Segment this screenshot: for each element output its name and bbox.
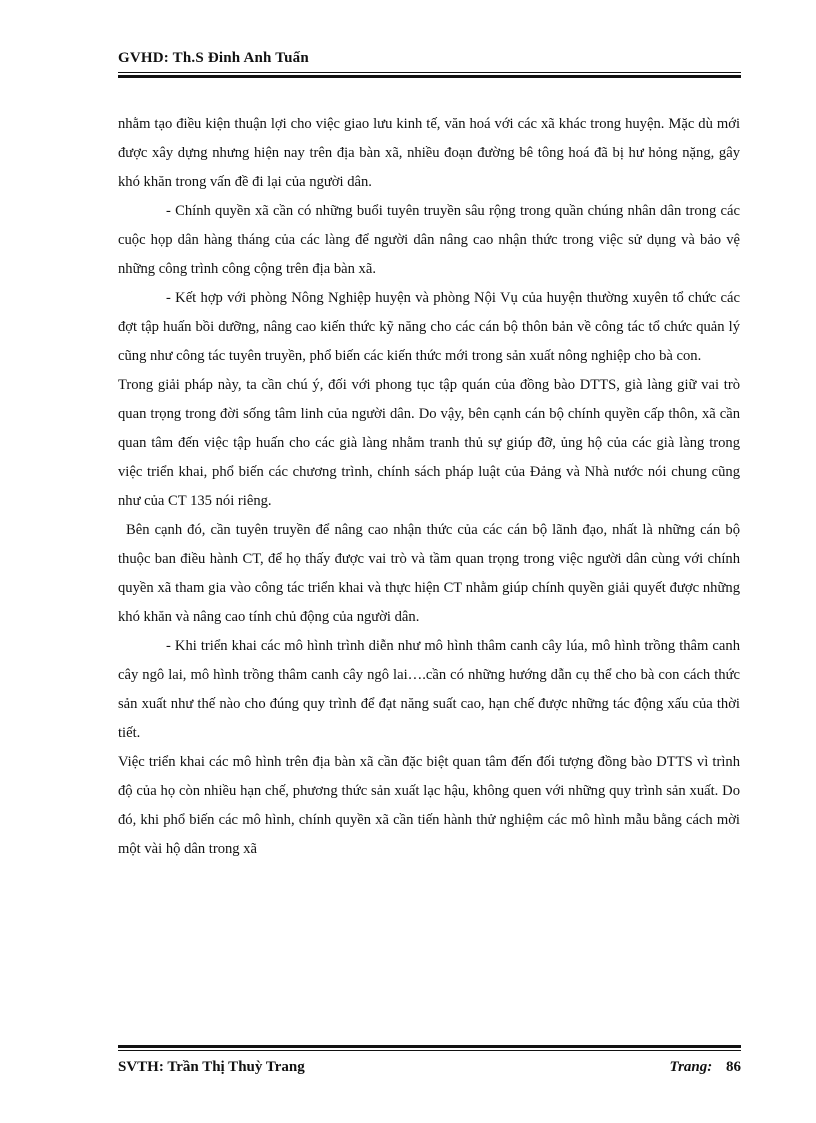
body-text bbox=[118, 110, 740, 864]
page-header bbox=[118, 48, 741, 78]
footer-page-number: 86 bbox=[726, 1059, 741, 1075]
paragraph-2: - Chính quyền xã cần có những buổi tuyên truyền sâu rộng trong quần chúng nhân dân trong các cuộc họp dân hàng tháng của các làng để người dân nâng cao nhận thức trong việc sử dụng và bảo vệ những công trình công cộng trên địa bàn xã. bbox=[118, 203, 740, 277]
paragraph-3: - Kết hợp với phòng Nông Nghiệp huyện và phòng Nội Vụ của huyện thường xuyên tổ chức các đợt tập huấn bồi dưỡng, nâng cao kiến thức kỹ năng cho các cán bộ thôn bản về công tác tổ chức quản lý cũng như công tác tuyên truyền, phổ biến các kiến thức mới trong sản xuất nông nghiệp cho bà con. bbox=[118, 290, 740, 364]
footer-rule-thin bbox=[118, 1050, 741, 1051]
footer-row bbox=[118, 1059, 741, 1076]
page-footer bbox=[118, 1045, 741, 1076]
footer-rule-thick bbox=[118, 1045, 741, 1048]
header-rule-thick bbox=[118, 75, 741, 78]
paragraph-4: Trong giải pháp này, ta cần chú ý, đối với phong tục tập quán của đồng bào DTTS, già làng giữ vai trò quan trọng trong đời sống tâm linh của người dân. Do vậy, bên cạnh cán bộ chính quyền cấp thôn, xã cần quan tâm đến việc tập huấn cho các già làng nhằm tranh thủ sự giúp đỡ, ủng hộ của các già làng trong việc triển khai, phổ biến các chương trình, chính sách pháp luật của Đảng và Nhà nước nói chung cũng như của CT 135 nói riêng. bbox=[118, 377, 740, 509]
footer-author: SVTH: Trần Thị Thuỳ Trang bbox=[118, 1059, 305, 1075]
header-title: GVHD: Th.S Đinh Anh Tuấn bbox=[118, 50, 309, 66]
paragraph-1: nhằm tạo điều kiện thuận lợi cho việc giao lưu kinh tế, văn hoá với các xã khác trong huyện. Mặc dù mới được xây dựng nhưng hiện nay trên địa bàn xã, nhiều đoạn đường bê tông hoá đã bị hư hỏng nặng, gây khó khăn trong vấn đề đi lại của người dân. bbox=[118, 116, 740, 190]
header-rule-thin bbox=[118, 72, 741, 73]
paragraph-6: - Khi triển khai các mô hình trình diễn như mô hình thâm canh cây lúa, mô hình trồng thâm canh cây ngô lai, mô hình trồng thâm canh cây ngô lai….cần có những hướng dẫn cụ thể cho bà con cách thức sản xuất như thế nào cho đúng quy trình để đạt năng suất cao, hạn chế được những tác động xấu của thời tiết. bbox=[118, 638, 740, 741]
paragraph-7: Việc triển khai các mô hình trên địa bàn xã cần đặc biệt quan tâm đến đối tượng đồng bào DTTS vì trình độ của họ còn nhiều hạn chế, phương thức sản xuất lạc hậu, không quen với những quy trình sản xuất. Do đó, khi phổ biến các mô hình, chính quyền xã cần tiến hành thử nghiệm các mô hình mẫu bằng cách mời một vài hộ dân trong xã bbox=[118, 754, 740, 857]
paragraph-5: Bên cạnh đó, cần tuyên truyền để nâng cao nhận thức của các cán bộ lãnh đạo, nhất là những cán bộ thuộc ban điều hành CT, để họ thấy được vai trò và tầm quan trọng trong việc người dân cùng với chính quyền xã tham gia vào công tác triển khai và thực hiện CT nhằm giúp chính quyền giải quyết được những khó khăn và nâng cao tính chủ động của người dân. bbox=[118, 522, 740, 625]
footer-page bbox=[669, 1059, 741, 1076]
footer-page-label: Trang: bbox=[669, 1059, 713, 1075]
